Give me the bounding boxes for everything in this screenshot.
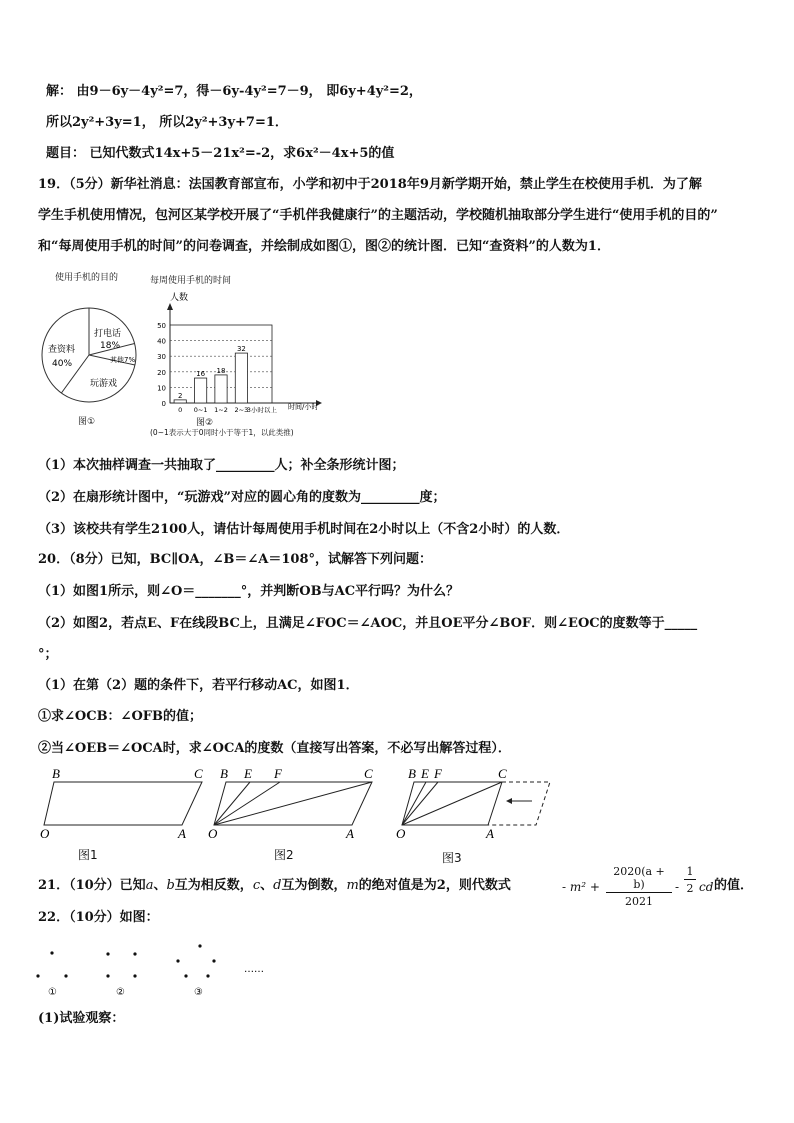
q22-sub-1: (1)试验观察： <box>38 1011 125 1026</box>
bar-xtick-label: 3小时以上 <box>246 406 277 414</box>
fig3-line-OF <box>402 782 438 825</box>
dot <box>133 952 136 955</box>
q20-sub-2b: °； <box>38 647 58 662</box>
q21-var-c: c <box>252 878 261 893</box>
q22-label-2: ② <box>116 987 125 998</box>
pie-value-qita: 7% <box>124 356 136 364</box>
q22-label-3: ③ <box>194 987 203 998</box>
dot <box>206 974 209 977</box>
dot <box>198 944 201 947</box>
bar-value-label: 2 <box>177 391 183 400</box>
q20-sub-3: （1）在第（2）题的条件下，若平行移动AC，如图1． <box>38 678 359 693</box>
fig2-line-OE <box>214 782 250 825</box>
fig1-label-C: C <box>194 766 203 781</box>
bar-value-label: 18 <box>216 366 226 375</box>
pie-label-wanyouxi: 玩游戏 <box>90 379 118 389</box>
q22-label-1: ① <box>48 987 57 998</box>
fig3-label-B: B <box>408 766 416 781</box>
bar-title: 每周使用手机的时间 <box>150 276 232 286</box>
bar-ytick-label: 40 <box>157 337 166 346</box>
pie-title: 使用手机的目的 <box>55 273 119 283</box>
q21-sep2: 、 <box>260 878 274 893</box>
fig2-label-F: F <box>274 766 282 781</box>
bar-ylabel: 人数 <box>170 293 189 303</box>
figure-2 <box>200 763 390 843</box>
solution-line-2: 所以2y²+3y=1， 所以2y²+3y+7=1． <box>46 115 288 130</box>
fig2-label-B: B <box>220 766 228 781</box>
fig3-label-C: C <box>498 766 507 781</box>
q19-line-2: 学生手机使用情况，包河区某学校开展了“手机伴我健康行”的主题活动，学校随机抽取部分学生进行“使用手机的目的” <box>38 208 718 223</box>
bar-xtick-label: 0 <box>178 406 183 414</box>
q21-frac2-num: 1 <box>684 865 696 880</box>
q21-var-m: m <box>346 878 359 893</box>
pie-label-chazi: 查资料 <box>48 345 76 355</box>
q22-ellipsis: …… <box>244 964 264 975</box>
dot <box>106 974 109 977</box>
q19-sub-3: （3）该校共有学生2100人，请估计每周使用手机时间在2小时以上（不含2小时）的人数． <box>38 522 570 537</box>
pie-caption: 图① <box>78 417 96 427</box>
dot <box>212 959 215 962</box>
q21-frac2-den: 2 <box>686 882 694 895</box>
q20-s-2: ②当∠OEB＝∠OCA时，求∠OCA的度数（直接写出答案，不必写出解答过程）． <box>38 741 511 756</box>
fig3-label-A: A <box>486 826 494 841</box>
q19-sub-2: （2）在扇形统计图中，“玩游戏”对应的圆心角的度数为_________度； <box>38 490 446 505</box>
bar-value-label: 32 <box>236 345 246 354</box>
fig3-dashed-extension <box>488 782 550 825</box>
q21-cd: cd <box>699 880 714 894</box>
fig1-parallelogram <box>44 782 202 825</box>
q22-dots-figure <box>30 936 280 998</box>
q20-sub-1: （1）如图1所示，则∠O＝_______°，并判断OB与AC平行吗？为什么？ <box>38 584 460 599</box>
fig3-caption: 图3 <box>442 851 462 865</box>
fig3-line-OC <box>402 782 502 825</box>
bar-rect <box>235 353 247 403</box>
bar-xtick-label: 0~1 <box>193 406 208 414</box>
fig1-caption: 图1 <box>78 848 98 862</box>
bar-ytick-label: 0 <box>161 400 166 408</box>
dot <box>106 952 109 955</box>
q21-tail: 的值． <box>714 878 754 893</box>
bar-ytick-label: 50 <box>157 322 166 330</box>
pie-label-dadianhua: 打电话 <box>94 329 122 339</box>
fig3-arrow-head <box>506 798 512 804</box>
pie-value-chazi: 40% <box>52 359 73 369</box>
q21-line <box>38 876 511 896</box>
pie-chart <box>34 300 154 410</box>
bar-ytick-label: 30 <box>157 353 166 362</box>
solution-line-1: 解： 由9－6y－4y²=7，得－6y-4y²=7－9， 即6y+4y²=2， <box>46 84 422 99</box>
q21-var-d: d <box>273 878 282 893</box>
q21-frac1 <box>606 865 672 908</box>
q21-t3: 的绝对值是为2，则代数式 <box>358 878 511 893</box>
q20-sub-2a: （2）如图2，若点E、F在线段BC上，且满足∠FOC＝∠AOC，并且OE平分∠BOF．则∠EOC的度数等于_____ <box>38 616 698 631</box>
q21-var-a: a <box>145 878 154 893</box>
fig3-label-E: E <box>421 766 429 781</box>
fig2-label-O: O <box>208 826 218 841</box>
bar-caption: 图② <box>196 418 214 428</box>
q21-t1: 互为相反数， <box>174 878 253 893</box>
fig3-label-F: F <box>434 766 442 781</box>
dot <box>184 974 187 977</box>
bar-note: (0~1表示大于0同时小于等于1，以此类推) <box>150 428 294 437</box>
dot <box>133 974 136 977</box>
solution-line-3: 题目： 已知代数式14x+5－21x²=-2，求6x²－4x+5的值 <box>46 146 395 161</box>
dot <box>64 974 67 977</box>
q21-minus: - <box>675 880 680 894</box>
dot <box>50 951 53 954</box>
fig3-line-OE <box>402 782 426 825</box>
fig3-label-O: O <box>396 826 406 841</box>
q19-line-3: 和“每周使用手机的时间”的问卷调查，并绘制成如图①，图②的统计图．已知“查资料”的人数为1． <box>38 239 610 254</box>
figure-1 <box>34 763 214 843</box>
q22-line-1: 22．（10分）如图： <box>38 910 159 925</box>
q19-sub-1: （1）本次抽样调查一共抽取了_________人；补全条形统计图； <box>38 458 405 473</box>
q20-s-1: ①求∠OCB：∠OFB的值； <box>38 709 202 724</box>
bar-y-arrow <box>167 303 173 310</box>
figure-3 <box>390 763 570 843</box>
fig2-label-C: C <box>364 766 373 781</box>
q21-frac1-num: 2020(a + b) <box>606 865 672 893</box>
fig2-caption: 图2 <box>274 848 294 862</box>
pie-value-dadianhua: 18% <box>100 341 121 351</box>
q21-expr-head: - m² + <box>562 880 600 894</box>
bar-ytick-label: 10 <box>157 384 166 393</box>
q21-var-b: b <box>166 878 175 893</box>
q21-sep1: 、 <box>153 878 167 893</box>
q21-t2: 互为倒数， <box>281 878 347 893</box>
q21-prefix: 21．（10分）已知 <box>38 878 146 893</box>
bar-xtick-label: 1~2 <box>214 406 228 414</box>
pie-label-qita: 其他 <box>110 356 124 364</box>
fig1-label-O: O <box>40 826 50 841</box>
bar-ytick-label: 20 <box>157 368 166 377</box>
bar-value-label: 16 <box>196 370 206 379</box>
q21-frac2 <box>684 865 696 895</box>
bar-rect <box>215 375 227 403</box>
bar-xlabel: 时间/小时 <box>288 403 319 411</box>
fig2-label-A: A <box>346 826 354 841</box>
fig1-label-B: B <box>52 766 60 781</box>
q20-line-1: 20．（8分）已知，BC∥OA，∠B＝∠A＝108°，试解答下列问题： <box>38 552 432 567</box>
fig1-label-A: A <box>178 826 186 841</box>
bar-chart <box>140 285 330 415</box>
q21-frac1-den: 2021 <box>625 895 653 908</box>
dot <box>36 974 39 977</box>
fig2-line-OC <box>214 782 372 825</box>
fig2-label-E: E <box>244 766 252 781</box>
bar-rect <box>194 378 206 403</box>
bar-rect <box>174 400 186 403</box>
dot <box>176 959 179 962</box>
bar-xtick-label: 2~3 <box>234 406 249 414</box>
q19-line-1: 19．（5分）新华社消息：法国教育部宣布，小学和初中于2018年9月新学期开始，禁止学生在校使用手机．为了解 <box>38 177 702 192</box>
